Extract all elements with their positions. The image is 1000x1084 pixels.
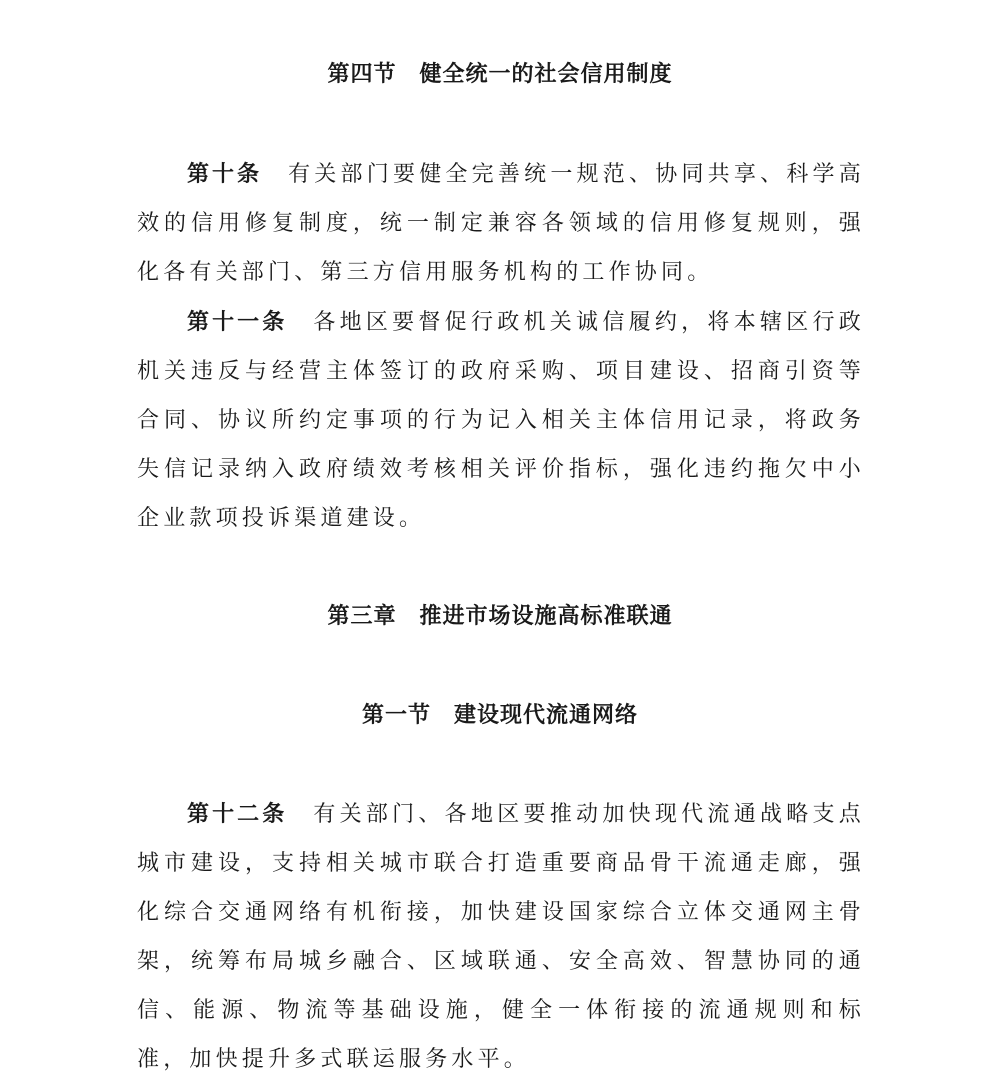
section-heading-1: 第一节 建设现代流通网络 [361,703,638,728]
article-11-text: 各地区要督促行政机关诚信履约，将本辖区行政机关违反与经营主体签订的政府采购、项目建设、招商引资等合同、协议所约定事项的行为记入相关主体信用记录，将政务失信记录纳入政府绩效考核相关评价指标，强化违约拖欠中小企业款项投诉渠道建设。 [137,310,865,531]
section-heading-4: 第四节 健全统一的社会信用制度 [327,62,673,87]
article-12 [137,790,865,1084]
article-10-text: 有关部门要健全完善统一规范、协同共享、科学高效的信用修复制度，统一制定兼容各领域的信用修复规则，强化各有关部门、第三方信用服务机构的工作协同。 [137,162,865,285]
article-12-text: 有关部门、各地区要推动加快现代流通战略支点城市建设，支持相关城市联合打造重要商品骨干流通走廊，强化综合交通网络有机衔接，加快建设国家综合立体交通网主骨架，统筹布局城乡融合、区域联通、安全高效、智慧协同的通信、能源、物流等基础设施，健全一体衔接的流通规则和标准，加快提升多式联运服务水平。 [137,802,865,1072]
article-11-label: 第十一条 [187,310,288,335]
article-12-label: 第十二条 [187,802,288,827]
chapter-heading-3: 第三章 推进市场设施高标准联通 [327,604,673,629]
article-11 [137,298,865,543]
article-10-label: 第十条 [187,162,263,187]
article-10 [137,150,865,297]
